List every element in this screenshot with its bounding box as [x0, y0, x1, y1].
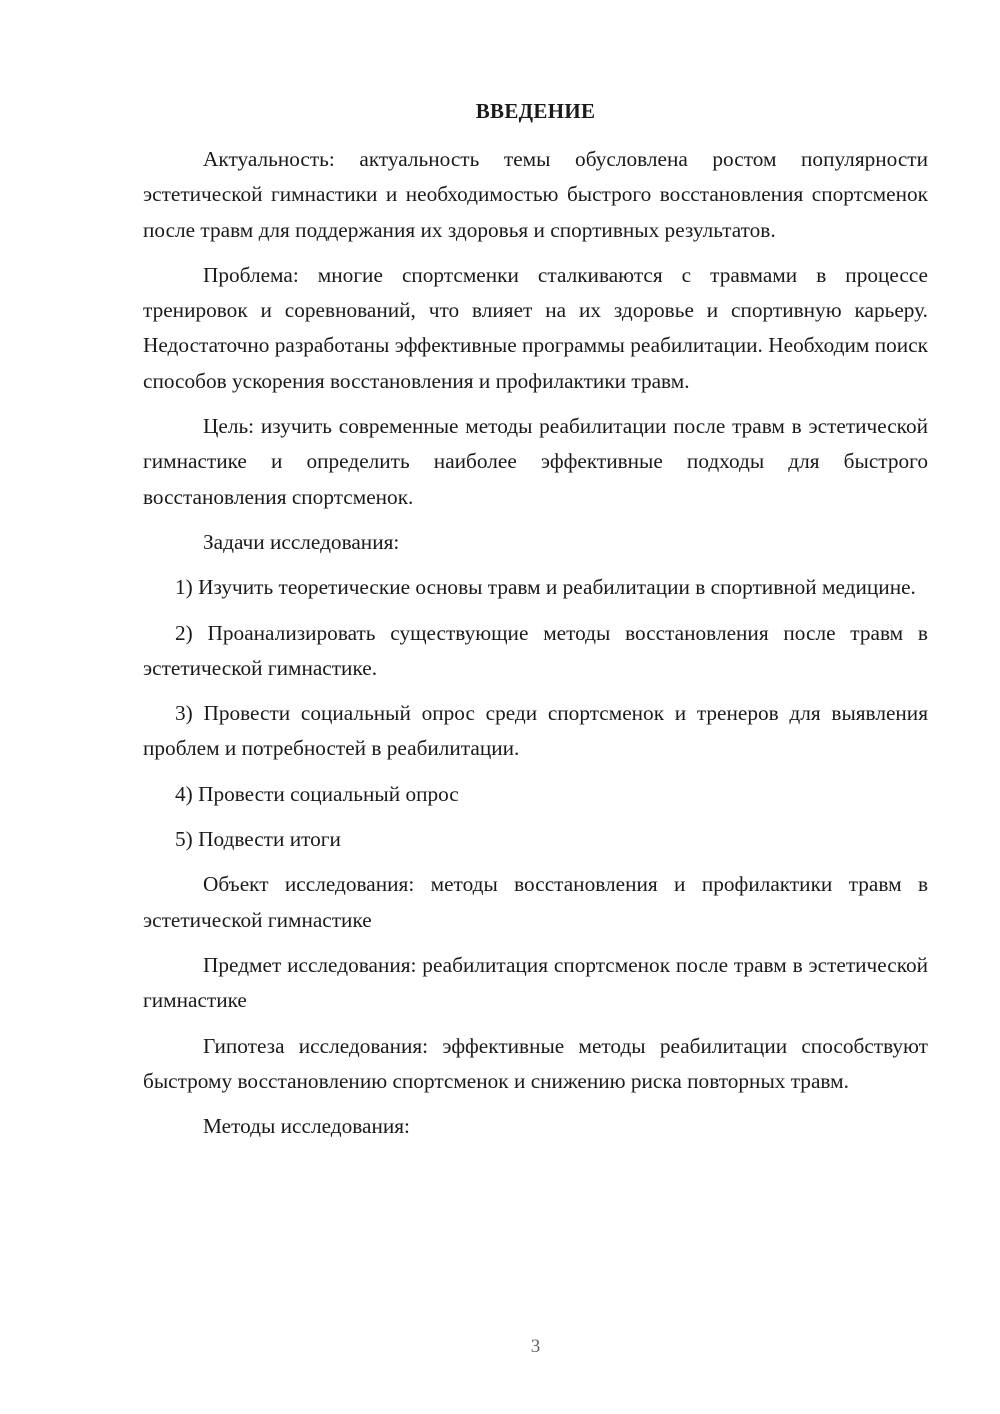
- task-item: 5) Подвести итоги: [175, 827, 341, 852]
- task-item: 3) Провести социальный опрос среди спортсменок и тренеров для выявления проблем и потребностей в реабилитации.: [143, 701, 928, 761]
- hypothesis-paragraph: Гипотеза исследования: эффективные методы реабилитации способствуют быстрому восстановлению спортсменок и снижению риска повторных травм.: [143, 1033, 928, 1093]
- task-item: 2) Проанализировать существующие методы восстановления после травм в эстетической гимнастике.: [143, 620, 928, 680]
- document-page: [143, 0, 928, 1414]
- subject-paragraph: Предмет исследования: реабилитация спортсменок после травм в эстетической гимнастике: [143, 952, 928, 1013]
- document-body: [143, 142, 928, 1144]
- task-item: 1) Изучить теоретические основы травм и реабилитации в спортивной медицине.: [175, 575, 916, 600]
- task-item: 4) Провести социальный опрос: [175, 781, 459, 806]
- relevance-paragraph: Актуальность: актуальность темы обусловлена ростом популярности эстетической гимнастики и необходимостью быстрого восстановления спортсменок после травм для поддержания их здоровья и спортивных результатов.: [143, 147, 928, 242]
- section-heading: ВВЕДЕНИЕ: [475, 99, 596, 123]
- tasks-title: Задачи исследования:: [203, 529, 400, 554]
- methods-title: Методы исследования:: [203, 1114, 410, 1139]
- problem-paragraph: Проблема: многие спортсменки сталкиваются с травмами в процессе тренировок и соревнований, что влияет на их здоровье и спортивную карьеру. Недостаточно разработаны эффективные программы реабилитации. Необходим поиск способов ускорения восстановления и профилактики травм.: [143, 262, 928, 393]
- page-number: 3: [530, 1336, 541, 1357]
- goal-paragraph: Цель: изучить современные методы реабилитации после травм в эстетической гимнастике и определить наиболее эффективные подходы для быстрого восстановления спортсменок.: [143, 414, 928, 509]
- object-paragraph: Объект исследования: методы восстановления и профилактики травм в эстетической гимнастике: [143, 872, 928, 932]
